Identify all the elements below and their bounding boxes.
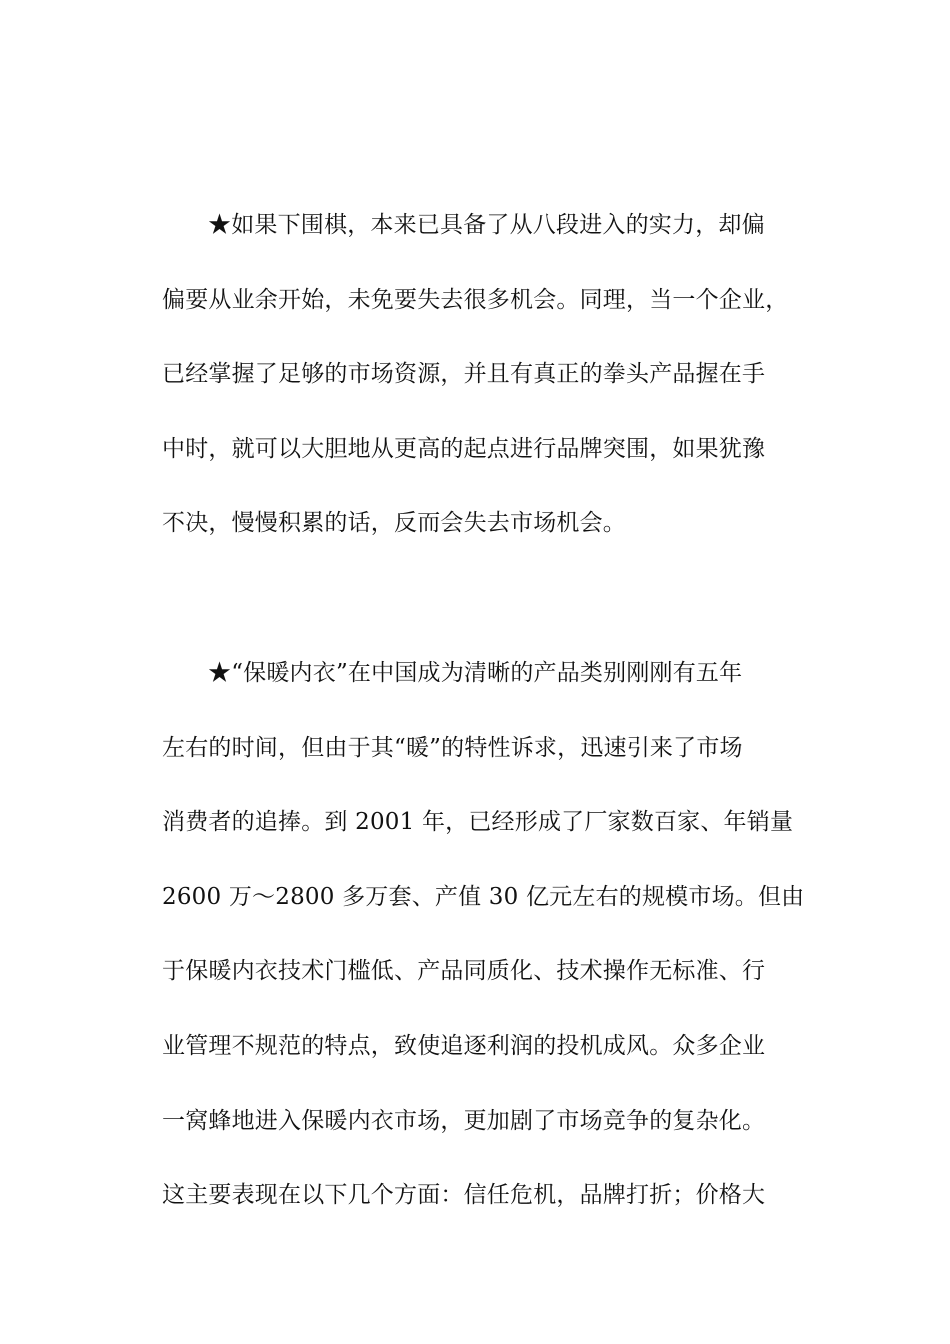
paragraph-line: 于保暖内衣技术门槛低、产品同质化、技术操作无标准、行 [162, 958, 766, 985]
paragraph-line: 这主要表现在以下几个方面：信任危机，品牌打折；价格大 [162, 1182, 766, 1209]
paragraph-line: ★如果下围棋，本来已具备了从八段进入的实力，却偏 [208, 212, 765, 238]
paragraph-line: 不决，慢慢积累的话，反而会失去市场机会。 [162, 510, 626, 537]
paragraph-line: 已经掌握了足够的市场资源，并且有真正的拳头产品握在手 [162, 361, 766, 388]
paragraph-line: 业管理不规范的特点，致使追逐利润的投机成风。众多企业 [162, 1032, 766, 1059]
paragraph-line: 一窝蜂地进入保暖内衣市场，更加剧了市场竞争的复杂化。 [162, 1107, 766, 1134]
paragraph-line: 中时，就可以大胆地从更高的起点进行品牌突围，如果犹豫 [162, 435, 766, 462]
paragraph-line: 消费者的追捧。到 2001 年，已经形成了厂家数百家、年销量 [162, 809, 794, 836]
paragraph-line: ★“保暖内衣”在中国成为清晰的产品类别刚刚有五年 [208, 660, 743, 686]
paragraph-line: 左右的时间，但由于其“暖”的特性诉求，迅速引来了市场 [162, 734, 743, 761]
paragraph-line: 偏要从业余开始，未免要失去很多机会。同理，当一个企业， [162, 286, 789, 313]
paragraph-line: 2600 万～2800 多万套、产值 30 亿元左右的规模市场。但由 [162, 883, 805, 910]
paragraph-2 [162, 651, 805, 1248]
paragraph-1 [162, 203, 802, 576]
